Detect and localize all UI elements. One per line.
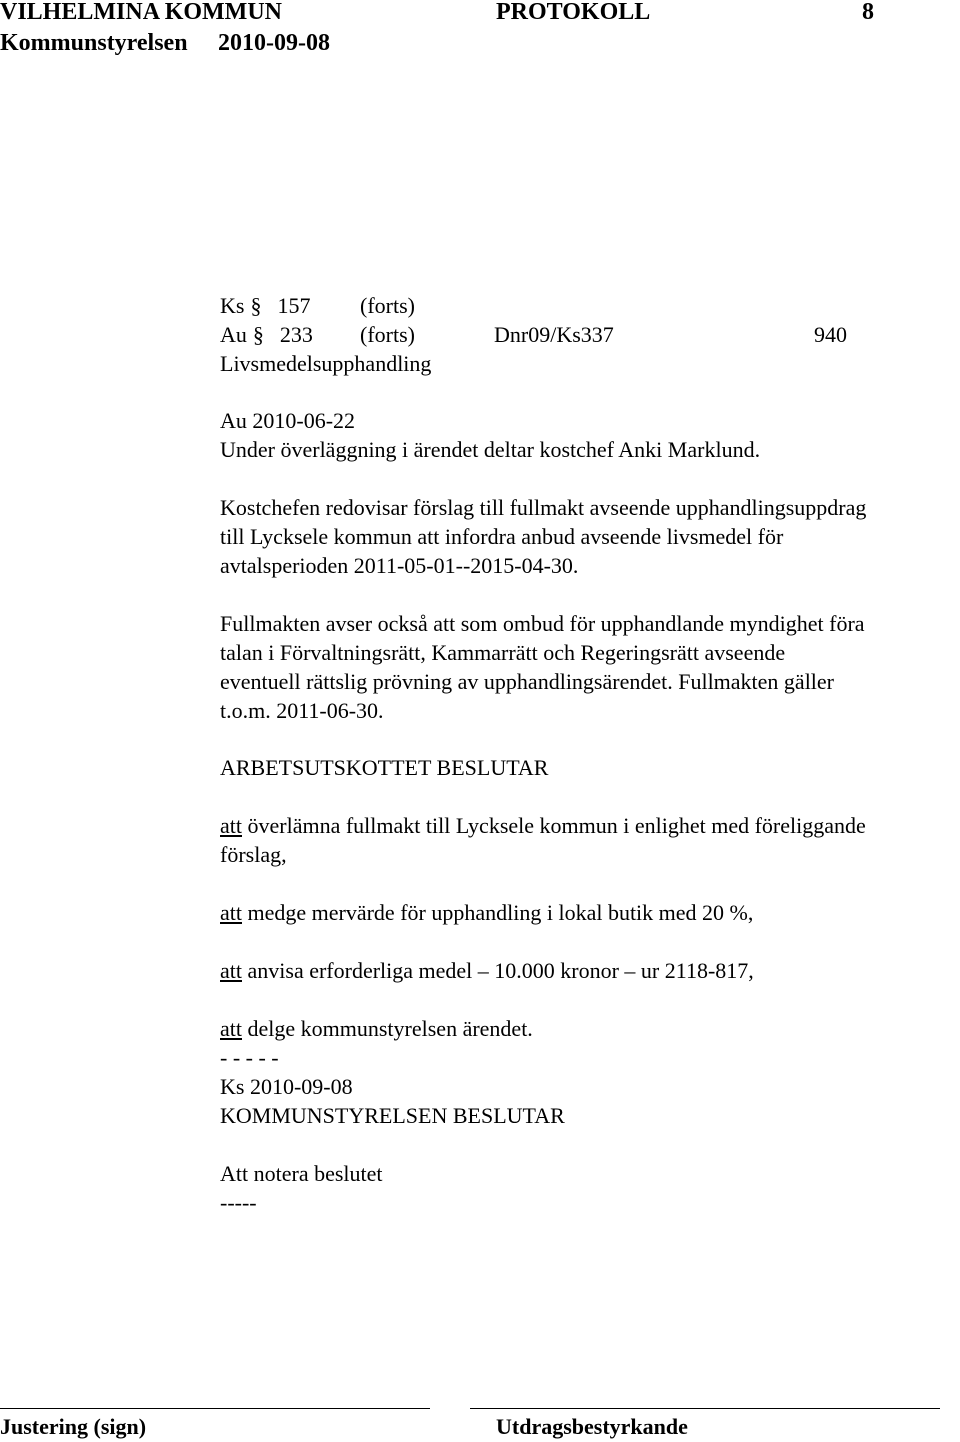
au-note: (forts) [360, 322, 415, 347]
decision-text: medge mervärde för upphandling i lokal butik med 20 %, [242, 900, 754, 925]
decision-text: anvisa erforderliga medel – 10.000 kronor – ur 2118-817, [242, 958, 754, 983]
decision-item [220, 898, 753, 927]
au-prefix: Au [220, 322, 247, 347]
ks-prefix: Ks [220, 293, 245, 318]
att-keyword: att [220, 1016, 242, 1041]
signature-label: Justering (sign) [0, 1414, 147, 1439]
paragraph-line: Fullmakten avser också att som ombud för upphandlande myndighet föra [220, 611, 865, 636]
au-decision-heading: ARBETSUTSKOTTET BESLUTAR [220, 755, 549, 780]
att-keyword: att [220, 900, 242, 925]
paragraph-line: eventuell rättslig prövning av upphandlingsärendet. Fullmakten gäller [220, 669, 835, 694]
board-name: Kommunstyrelsen [0, 30, 188, 56]
att-keyword: att [220, 958, 242, 983]
decision-text: delge kommunstyrelsen ärendet. [242, 1016, 533, 1041]
municipality-name: VILHELMINA KOMMUN [0, 0, 282, 25]
reference-line-ks [220, 291, 415, 320]
separator: - - - - - [220, 1045, 279, 1070]
decision-text: överlämna fullmakt till Lycksele kommun i enlighet med föreliggande [242, 813, 866, 838]
ks-decision-text: Att notera beslutet [220, 1161, 383, 1186]
dnr-number: Dnr09/Ks337 [494, 322, 614, 347]
page-number: 8 [862, 0, 874, 25]
case-code: 940 [814, 322, 847, 347]
decision-item [220, 1014, 533, 1043]
ks-note: (forts) [360, 293, 415, 318]
section-symbol: § [250, 293, 262, 318]
decision-continuation: förslag, [220, 842, 287, 867]
paragraph-line: t.o.m. 2011-06-30. [220, 698, 384, 723]
paragraph-line: avtalsperioden 2011-05-01--2015-04-30. [220, 553, 579, 578]
ks-number: 157 [277, 293, 311, 318]
au-number: 233 [279, 322, 313, 347]
reference-line-au [220, 320, 860, 349]
certification-label: Utdragsbestyrkande [496, 1414, 688, 1439]
att-keyword: att [220, 813, 242, 838]
decision-item [220, 956, 754, 985]
document-type: PROTOKOLL [496, 0, 651, 25]
certification-line [470, 1408, 940, 1409]
section-symbol: § [252, 322, 264, 347]
paragraph-line: Kostchefen redovisar förslag till fullmakt avseende upphandlingsuppdrag [220, 495, 867, 520]
ks-date: Ks 2010-09-08 [220, 1074, 353, 1099]
au-date: Au 2010-06-22 [220, 408, 356, 433]
paragraph-line: talan i Förvaltningsrätt, Kammarrätt och Regeringsrätt avseende [220, 640, 786, 665]
ks-decision-heading: KOMMUNSTYRELSEN BESLUTAR [220, 1103, 565, 1128]
paragraph-line: till Lycksele kommun att infordra anbud avseende livsmedel för [220, 524, 784, 549]
separator: ----- [220, 1190, 257, 1215]
signature-line [0, 1408, 430, 1409]
intro-text: Under överläggning i ärendet deltar kostchef Anki Marklund. [220, 437, 761, 462]
case-title: Livsmedelsupphandling [220, 351, 432, 376]
decision-item [220, 811, 866, 840]
meeting-date: 2010-09-08 [218, 30, 330, 56]
